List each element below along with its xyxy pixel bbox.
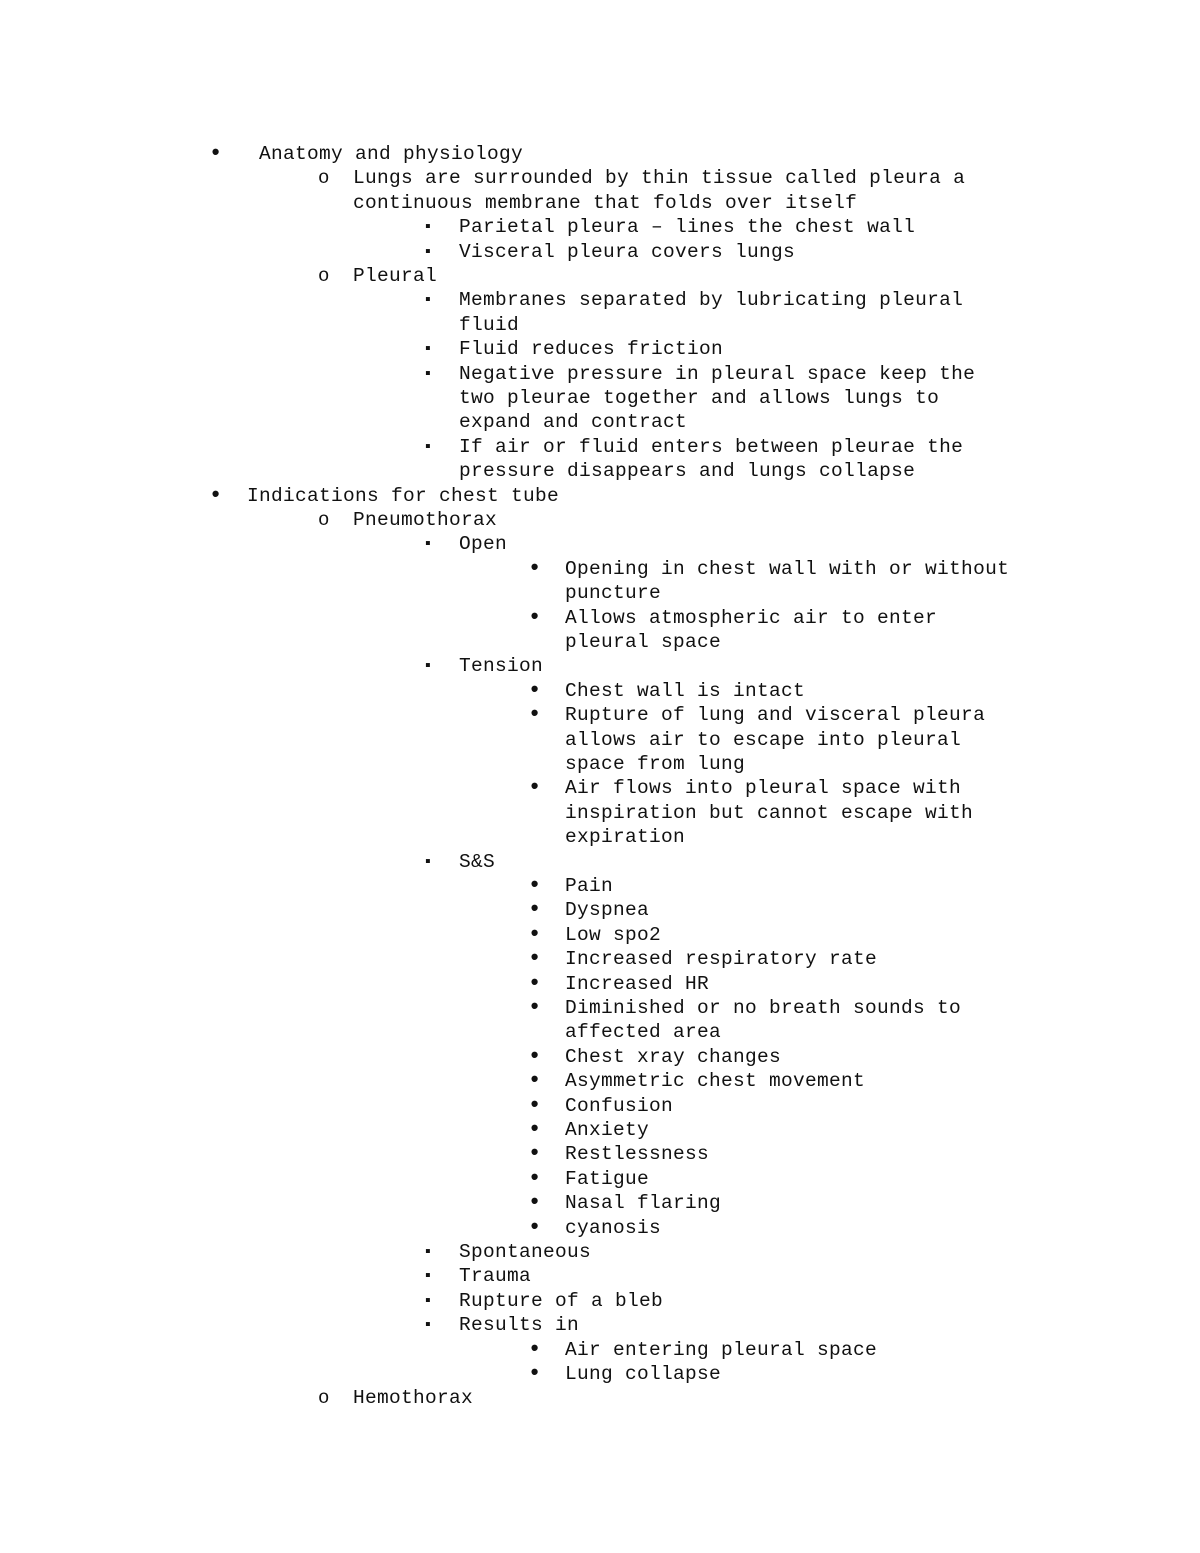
outline-item-level4-line: Confusion [565, 1094, 674, 1117]
outline-item-level4-line: Fatigue [565, 1167, 650, 1190]
outline-item-level4-line: Increased HR [565, 972, 710, 995]
outline-item-level4-line: Low spo2 [565, 923, 662, 946]
bullet-marker-level2: o [318, 167, 330, 190]
outline-item-level4-line: Anxiety [565, 1119, 650, 1141]
bullet-marker-level3: ▪ [423, 1243, 433, 1261]
outline-item-level3-line: Membranes separated by lubricating pleural [459, 289, 964, 312]
bullet-marker-level3: ▪ [423, 657, 433, 676]
bullet-marker-level4: • [528, 1043, 542, 1069]
bullet-marker-level4: • [528, 1141, 542, 1167]
outline-item-level3-line: Negative pressure in pleural space keep the [459, 362, 976, 385]
bullet-marker-level4: • [528, 1068, 542, 1094]
bullet-marker-level4: • [528, 702, 542, 728]
outline-item-level3-line: If air or fluid enters between pleurae the [459, 435, 964, 458]
bullet-marker-level4: • [528, 1092, 542, 1118]
bullet-marker-level4: • [528, 1214, 542, 1240]
bullet-marker-level1: • [209, 141, 223, 166]
outline-item-level3-line: Trauma [459, 1265, 532, 1288]
outline-item-level3-line: Spontaneous [459, 1241, 592, 1263]
outline-item-level4-line: Air entering pleural space [565, 1338, 878, 1361]
outline-item-level4-line: Restlessness [565, 1143, 710, 1166]
bullet-marker-level4: • [528, 1117, 542, 1142]
outline-item-level3-line: S&S [459, 850, 496, 873]
bullet-marker-level3: ▪ [423, 291, 433, 310]
outline-item-level2-line: Hemothorax [353, 1387, 474, 1410]
outline-item-level4-line: inspiration but cannot escape with [565, 801, 974, 824]
bullet-marker-level4: • [528, 995, 542, 1020]
bullet-marker-level4: • [528, 775, 542, 801]
outline-item-level4-line: Lung collapse [565, 1363, 722, 1385]
bullet-marker-level3: ▪ [423, 340, 433, 359]
bullet-marker-level4: • [528, 677, 542, 703]
outline-item-level4-line: Air flows into pleural space with [565, 777, 962, 800]
bullet-marker-level4: • [528, 970, 542, 996]
outline-item-level4-line: Diminished or no breath sounds to [565, 997, 962, 1019]
outline-item-level2-line: continuous membrane that folds over itself [353, 191, 858, 214]
outline-item-level4-line: pleural space [565, 631, 722, 653]
outline-item-level4-line: Asymmetric chest movement [565, 1070, 866, 1093]
outline-item-level4-line: space from lung [565, 753, 746, 775]
bullet-marker-level3: ▪ [423, 852, 433, 871]
bullet-marker-level3: ▪ [423, 242, 433, 261]
bullet-marker-level4: • [528, 555, 542, 581]
outline-item-level4-line: Opening in chest wall with or without [565, 557, 1010, 580]
bullet-marker-level1: • [209, 482, 223, 508]
outline-item-level3-line: Rupture of a bleb [459, 1289, 664, 1312]
outline-item-level4-line: Rupture of lung and visceral pleura [565, 704, 986, 727]
outline-item-level1-line: Indications for chest tube [247, 484, 560, 507]
bullet-marker-level4: • [528, 921, 542, 947]
outline-item-level4-line: Increased respiratory rate [565, 948, 878, 971]
bullet-marker-level4: • [528, 1361, 542, 1386]
bullet-marker-level3: ▪ [423, 1267, 433, 1286]
outline-item-level4-line: Chest xray changes [565, 1045, 782, 1068]
outline-item-level1-line: Anatomy and physiology [259, 143, 524, 165]
outline-item-level2-line: Lungs are surrounded by thin tissue called pleura a [353, 167, 966, 190]
bullet-marker-level2: o [318, 265, 330, 287]
outline-item-level3-line: Visceral pleura covers lungs [459, 240, 796, 263]
bullet-marker-level3: ▪ [423, 1291, 433, 1310]
outline-item-level3-line: Parietal pleura – lines the chest wall [459, 216, 916, 239]
outline-item-level3-line: expand and contract [459, 411, 688, 434]
outline-item-level4-line: Chest wall is intact [565, 679, 806, 702]
outline-item-level4-line: allows air to escape into pleural [565, 728, 962, 751]
bullet-marker-level3: ▪ [423, 437, 433, 456]
outline-item-level4-line: affected area [565, 1021, 722, 1044]
outline-item-level3-line: Results in [459, 1314, 580, 1337]
bullet-marker-level3: ▪ [423, 535, 433, 554]
outline-item-level4-line: Nasal flaring [565, 1192, 722, 1215]
outline-item-level2-line: Pleural [353, 265, 438, 287]
bullet-marker-level4: • [528, 604, 542, 630]
bullet-marker-level4: • [528, 873, 542, 898]
outline-item-level3-line: two pleurae together and allows lungs to [459, 387, 940, 409]
outline-item-level4-line: cyanosis [565, 1216, 662, 1239]
outline-item-level3-line: fluid [459, 313, 520, 336]
bullet-marker-level4: • [528, 1190, 542, 1216]
bullet-marker-level3: ▪ [423, 1316, 433, 1335]
outline-item-level3-line: Tension [459, 655, 544, 678]
outline-item-level3-line: pressure disappears and lungs collapse [459, 460, 916, 483]
bullet-marker-level2: o [318, 1387, 330, 1410]
outline-item-level4-line: expiration [565, 826, 686, 849]
bullet-marker-level2: o [318, 509, 330, 531]
bullet-marker-level4: • [528, 897, 542, 923]
outline-item-level3-line: Open [459, 533, 508, 556]
bullet-marker-level4: • [528, 1336, 542, 1362]
outline-item-level4-line: puncture [565, 582, 662, 605]
outline-item-level4-line: Allows atmospheric air to enter [565, 606, 938, 629]
bullet-marker-level3: ▪ [423, 218, 433, 237]
outline-item-level3-line: Fluid reduces friction [459, 338, 724, 361]
outline-item-level2-line: Pneumothorax [353, 509, 498, 531]
outline-item-level4-line: Dyspnea [565, 899, 650, 922]
bullet-marker-level4: • [528, 1165, 542, 1191]
bullet-marker-level4: • [528, 946, 542, 972]
outline-item-level4-line: Pain [565, 875, 614, 897]
bullet-marker-level3: ▪ [423, 364, 433, 383]
